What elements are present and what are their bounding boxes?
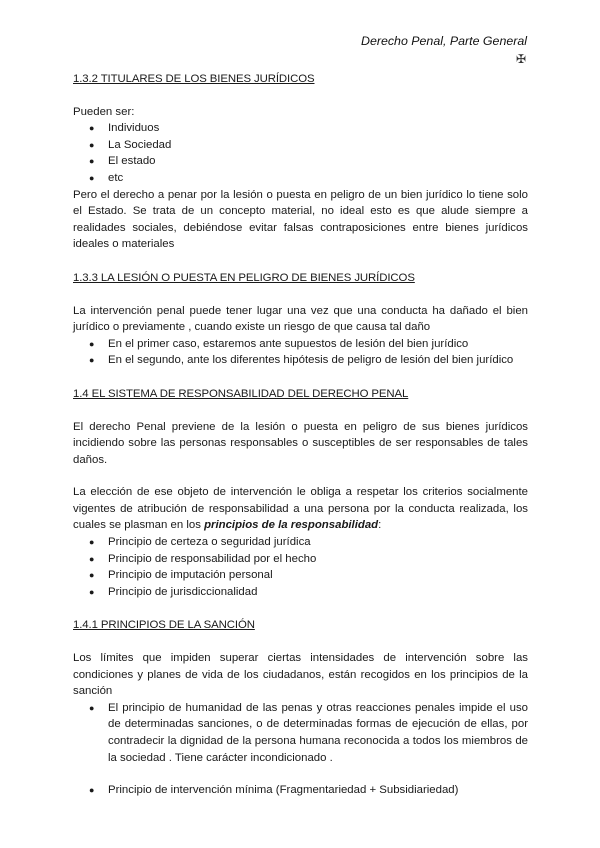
titulares-list	[73, 120, 528, 186]
responsabilidad-list	[73, 534, 528, 600]
list-item: ● Principio de imputación personal	[73, 567, 528, 584]
bullet-icon: ●	[89, 702, 95, 713]
emphasis-text: principios de la responsabilidad	[204, 519, 379, 532]
list-item: ● Individuos	[73, 120, 528, 137]
bullet-icon: ●	[89, 123, 95, 134]
bullet-icon: ●	[89, 570, 95, 581]
paragraph: Pero el derecho a penar por la lesión o puesta en peligro de un bien jurídico lo tiene solo el Estado. Se trata de un concepto material, no ideal esto es que alude siempre a realidades sociales, debiéndose evitar falsas contraposiciones entre bienes jurídicos ideales o materiales	[73, 188, 528, 251]
section-heading-1-4: 1.4 EL SISTEMA DE RESPONSABILIDAD DEL DERECHO PENAL	[73, 387, 409, 400]
list-item: ● La Sociedad	[73, 137, 528, 154]
lesion-list	[73, 336, 528, 369]
bullet-icon: ●	[89, 553, 95, 564]
paragraph: El derecho Penal previene de la lesión o puesta en peligro de sus bienes jurídicos incidiendo sobre las personas responsables o susceptibles de ser responsables de tales daños.	[73, 420, 528, 466]
section-heading-1-3-3: 1.3.3 LA LESIÓN O PUESTA EN PELIGRO DE BIENES JURÍDICOS	[73, 271, 415, 284]
list-item: ● Principio de responsabilidad por el hecho	[73, 551, 528, 568]
list-item: ● En el segundo, ante los diferentes hipótesis de peligro de lesión del bien jurídico	[73, 352, 528, 369]
list-item: ● etc	[73, 170, 528, 187]
list-item: ● Principio de certeza o seguridad jurídica	[73, 534, 528, 551]
list-item: ● El principio de humanidad de las penas y otras reacciones penales impide el uso de determinadas sanciones, o de determinadas formas de ejecución de ellas, por contradecir la dignidad de la persona humana reconocida a todos los miembros de la sociedad . Tiene carácter incondicionado .	[89, 701, 528, 764]
list-item: ● El estado	[73, 153, 528, 170]
section-heading-1-3-2: 1.3.2 TITULARES DE LOS BIENES JURÍDICOS	[73, 73, 315, 85]
paragraph: La intervención penal puede tener lugar una vez que una conducta ha dañado el bien jurídico o previamente , cuando existe un riesgo de que causa tal daño	[73, 304, 528, 334]
list-item: ● Principio de jurisdiccionalidad	[73, 584, 528, 601]
paragraph: Los límites que impiden superar ciertas intensidades de intervención sobre las condiciones y planes de vida de los ciudadanos, están recogidos en los principios de la sanción	[73, 652, 528, 698]
bullet-icon: ●	[89, 785, 95, 796]
paragraph: La elección de ese objeto de intervención le obliga a respetar los criterios socialmente vigentes de atribución de responsabilidad a una persona por la conducta realizada, los cuales se plasman en los principios de la responsabilidad:	[73, 486, 528, 532]
bullet-icon: ●	[89, 355, 95, 366]
list-item: ● En el primer caso, estaremos ante supuestos de lesión del bien jurídico	[73, 336, 528, 353]
bullet-icon: ●	[89, 172, 95, 183]
document-body	[73, 71, 528, 799]
maltese-cross-icon: ✠	[515, 52, 526, 66]
sancion-list	[73, 700, 528, 766]
bullet-icon: ●	[89, 537, 95, 548]
section-heading-1-4-1: 1.4.1 PRINCIPIOS DE LA SANCIÓN	[73, 619, 255, 632]
list-item: ● Principio de intervención mínima (Fragmentariedad + Subsidiariedad)	[73, 782, 528, 799]
bullet-icon: ●	[89, 139, 95, 150]
sancion-list-2	[73, 782, 528, 799]
bullet-icon: ●	[89, 156, 95, 167]
intro-text: Pueden ser:	[73, 105, 135, 118]
page-header-title: Derecho Penal, Parte General	[361, 34, 527, 48]
bullet-icon: ●	[89, 586, 95, 597]
bullet-icon: ●	[89, 338, 95, 349]
